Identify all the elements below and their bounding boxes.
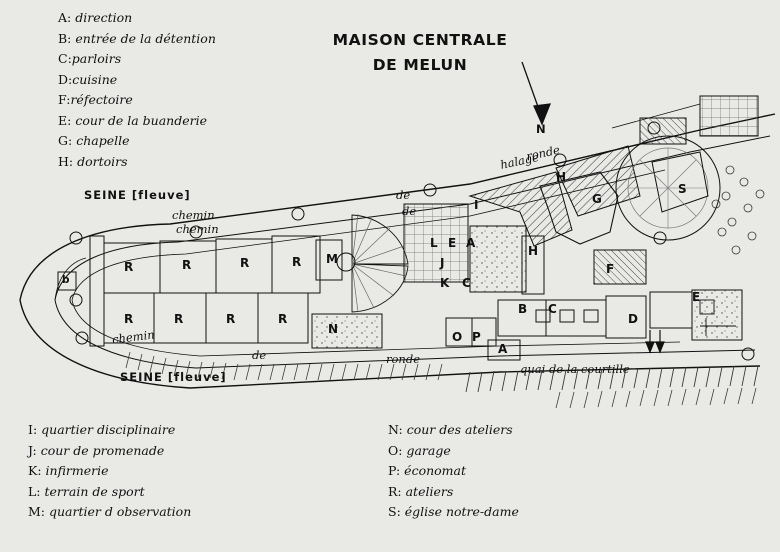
legend-item bbox=[388, 502, 519, 523]
block-C-2: C bbox=[548, 302, 557, 316]
legend-item bbox=[388, 461, 519, 482]
dortoirs-refectoire bbox=[522, 236, 646, 294]
block-R: R bbox=[292, 255, 302, 269]
label-de-1: de bbox=[396, 188, 411, 202]
block-C-1: C bbox=[462, 276, 471, 290]
legend-text: ateliers bbox=[405, 483, 454, 499]
label-ronde-1: ronde bbox=[524, 142, 562, 164]
block-R: R bbox=[174, 312, 184, 326]
legend-item bbox=[28, 461, 191, 482]
legend-text: chapelle bbox=[76, 133, 130, 148]
block-G: G bbox=[592, 192, 602, 206]
legend-key: A: bbox=[58, 10, 72, 25]
legend-text: dortoirs bbox=[77, 153, 128, 169]
legend-key: E: bbox=[58, 112, 72, 128]
legend-key: R: bbox=[388, 483, 402, 499]
legend-text: cour de la buanderie bbox=[75, 112, 207, 128]
block-R: R bbox=[226, 312, 236, 326]
label-halage: halage bbox=[498, 150, 540, 172]
legend-text: quartier d observation bbox=[49, 504, 192, 519]
block-R: R bbox=[182, 258, 192, 272]
block-S: S bbox=[678, 182, 687, 196]
label-de-2: de bbox=[402, 204, 417, 218]
block-N-yard bbox=[312, 314, 382, 348]
block-K: K bbox=[440, 276, 450, 290]
block-O: O bbox=[452, 330, 463, 344]
north-arrow bbox=[522, 62, 550, 124]
block-J: J bbox=[440, 256, 445, 270]
label-de-3: de bbox=[252, 348, 267, 362]
cour-de-promenade bbox=[470, 226, 526, 292]
legend-key: L: bbox=[28, 483, 41, 499]
legend-item bbox=[388, 420, 519, 441]
legend-text: entrée de la détention bbox=[75, 30, 216, 46]
legend-item bbox=[388, 441, 519, 462]
northeast-structures bbox=[612, 96, 758, 144]
legend-text: cuisine bbox=[72, 71, 118, 87]
legend-text: réfectoire bbox=[70, 92, 133, 107]
legend-bottom-right bbox=[388, 420, 519, 523]
block-A-2: A bbox=[498, 342, 508, 356]
legend-text: église notre-dame bbox=[404, 504, 519, 519]
legend-text: infirmerie bbox=[45, 463, 109, 478]
label-seine-top: SEINE [fleuve] bbox=[84, 188, 191, 202]
direction-arrows bbox=[646, 330, 664, 352]
east-vegetation bbox=[712, 166, 764, 254]
southeast-building-row bbox=[498, 290, 742, 340]
label-seine-bottom: SEINE [fleuve] bbox=[120, 370, 227, 384]
legend-text: parloirs bbox=[71, 51, 122, 66]
legend-text: cour des ateliers bbox=[406, 422, 513, 437]
block-H-2: H bbox=[528, 244, 539, 258]
label-ronde-2: ronde bbox=[386, 352, 420, 366]
block-R: R bbox=[124, 312, 134, 326]
legend-text: direction bbox=[75, 10, 133, 25]
legend-text: garage bbox=[406, 442, 451, 458]
legend-key: G: bbox=[58, 133, 73, 148]
legend-item bbox=[28, 441, 191, 462]
legend-key: D: bbox=[58, 71, 73, 87]
legend-item bbox=[28, 502, 191, 523]
block-H-1: H bbox=[556, 170, 567, 184]
block-N: N bbox=[328, 322, 339, 336]
label-quai: quai de la courtille bbox=[520, 362, 630, 376]
block-P: P bbox=[472, 330, 481, 344]
legend-text: quartier disciplinaire bbox=[41, 422, 176, 437]
legend-key: F: bbox=[58, 92, 71, 107]
west-wing-blocks bbox=[90, 236, 320, 346]
legend-key: S: bbox=[388, 504, 401, 519]
block-B: B bbox=[518, 302, 528, 316]
legend-key: K: bbox=[28, 463, 42, 478]
block-M: M bbox=[326, 252, 338, 266]
legend-key: O: bbox=[388, 442, 403, 458]
block-R: R bbox=[124, 260, 134, 274]
block-L: L bbox=[430, 236, 438, 250]
legend-text: économat bbox=[404, 463, 467, 478]
legend-item bbox=[28, 420, 191, 441]
legend-key: C: bbox=[58, 51, 72, 66]
title-line-2: DE MELUN bbox=[372, 56, 468, 74]
label-chemin-2: chemin bbox=[176, 222, 219, 236]
block-E: E bbox=[448, 236, 457, 250]
block-R: R bbox=[278, 312, 288, 326]
label-chemin-3: chemin bbox=[111, 327, 156, 347]
eglise-notre-dame bbox=[616, 136, 720, 240]
block-b-small: b bbox=[62, 274, 70, 286]
legend-key: N: bbox=[388, 422, 403, 437]
block-I: I bbox=[474, 198, 479, 212]
block-D: D bbox=[628, 312, 638, 326]
block-R: R bbox=[240, 256, 250, 270]
block-E-2: E bbox=[692, 290, 701, 304]
legend-key: P: bbox=[388, 463, 401, 478]
title-line-1: MAISON CENTRALE bbox=[332, 31, 508, 49]
legend-key: I: bbox=[28, 422, 38, 437]
south-vegetation bbox=[556, 388, 756, 408]
legend-key: B: bbox=[58, 30, 72, 46]
legend-key: M: bbox=[28, 504, 46, 519]
block-A-1: A bbox=[466, 236, 476, 250]
label-north: N bbox=[536, 122, 546, 136]
legend-item bbox=[388, 482, 519, 503]
legend-key: J: bbox=[28, 442, 37, 458]
legend-item bbox=[28, 482, 191, 503]
legend-text: terrain de sport bbox=[44, 483, 145, 499]
legend-key: H: bbox=[58, 153, 74, 169]
legend-text: cour de promenade bbox=[40, 442, 165, 458]
legend-bottom-left bbox=[28, 420, 191, 523]
block-F: F bbox=[606, 262, 615, 276]
label-chemin-1: chemin bbox=[172, 208, 215, 222]
